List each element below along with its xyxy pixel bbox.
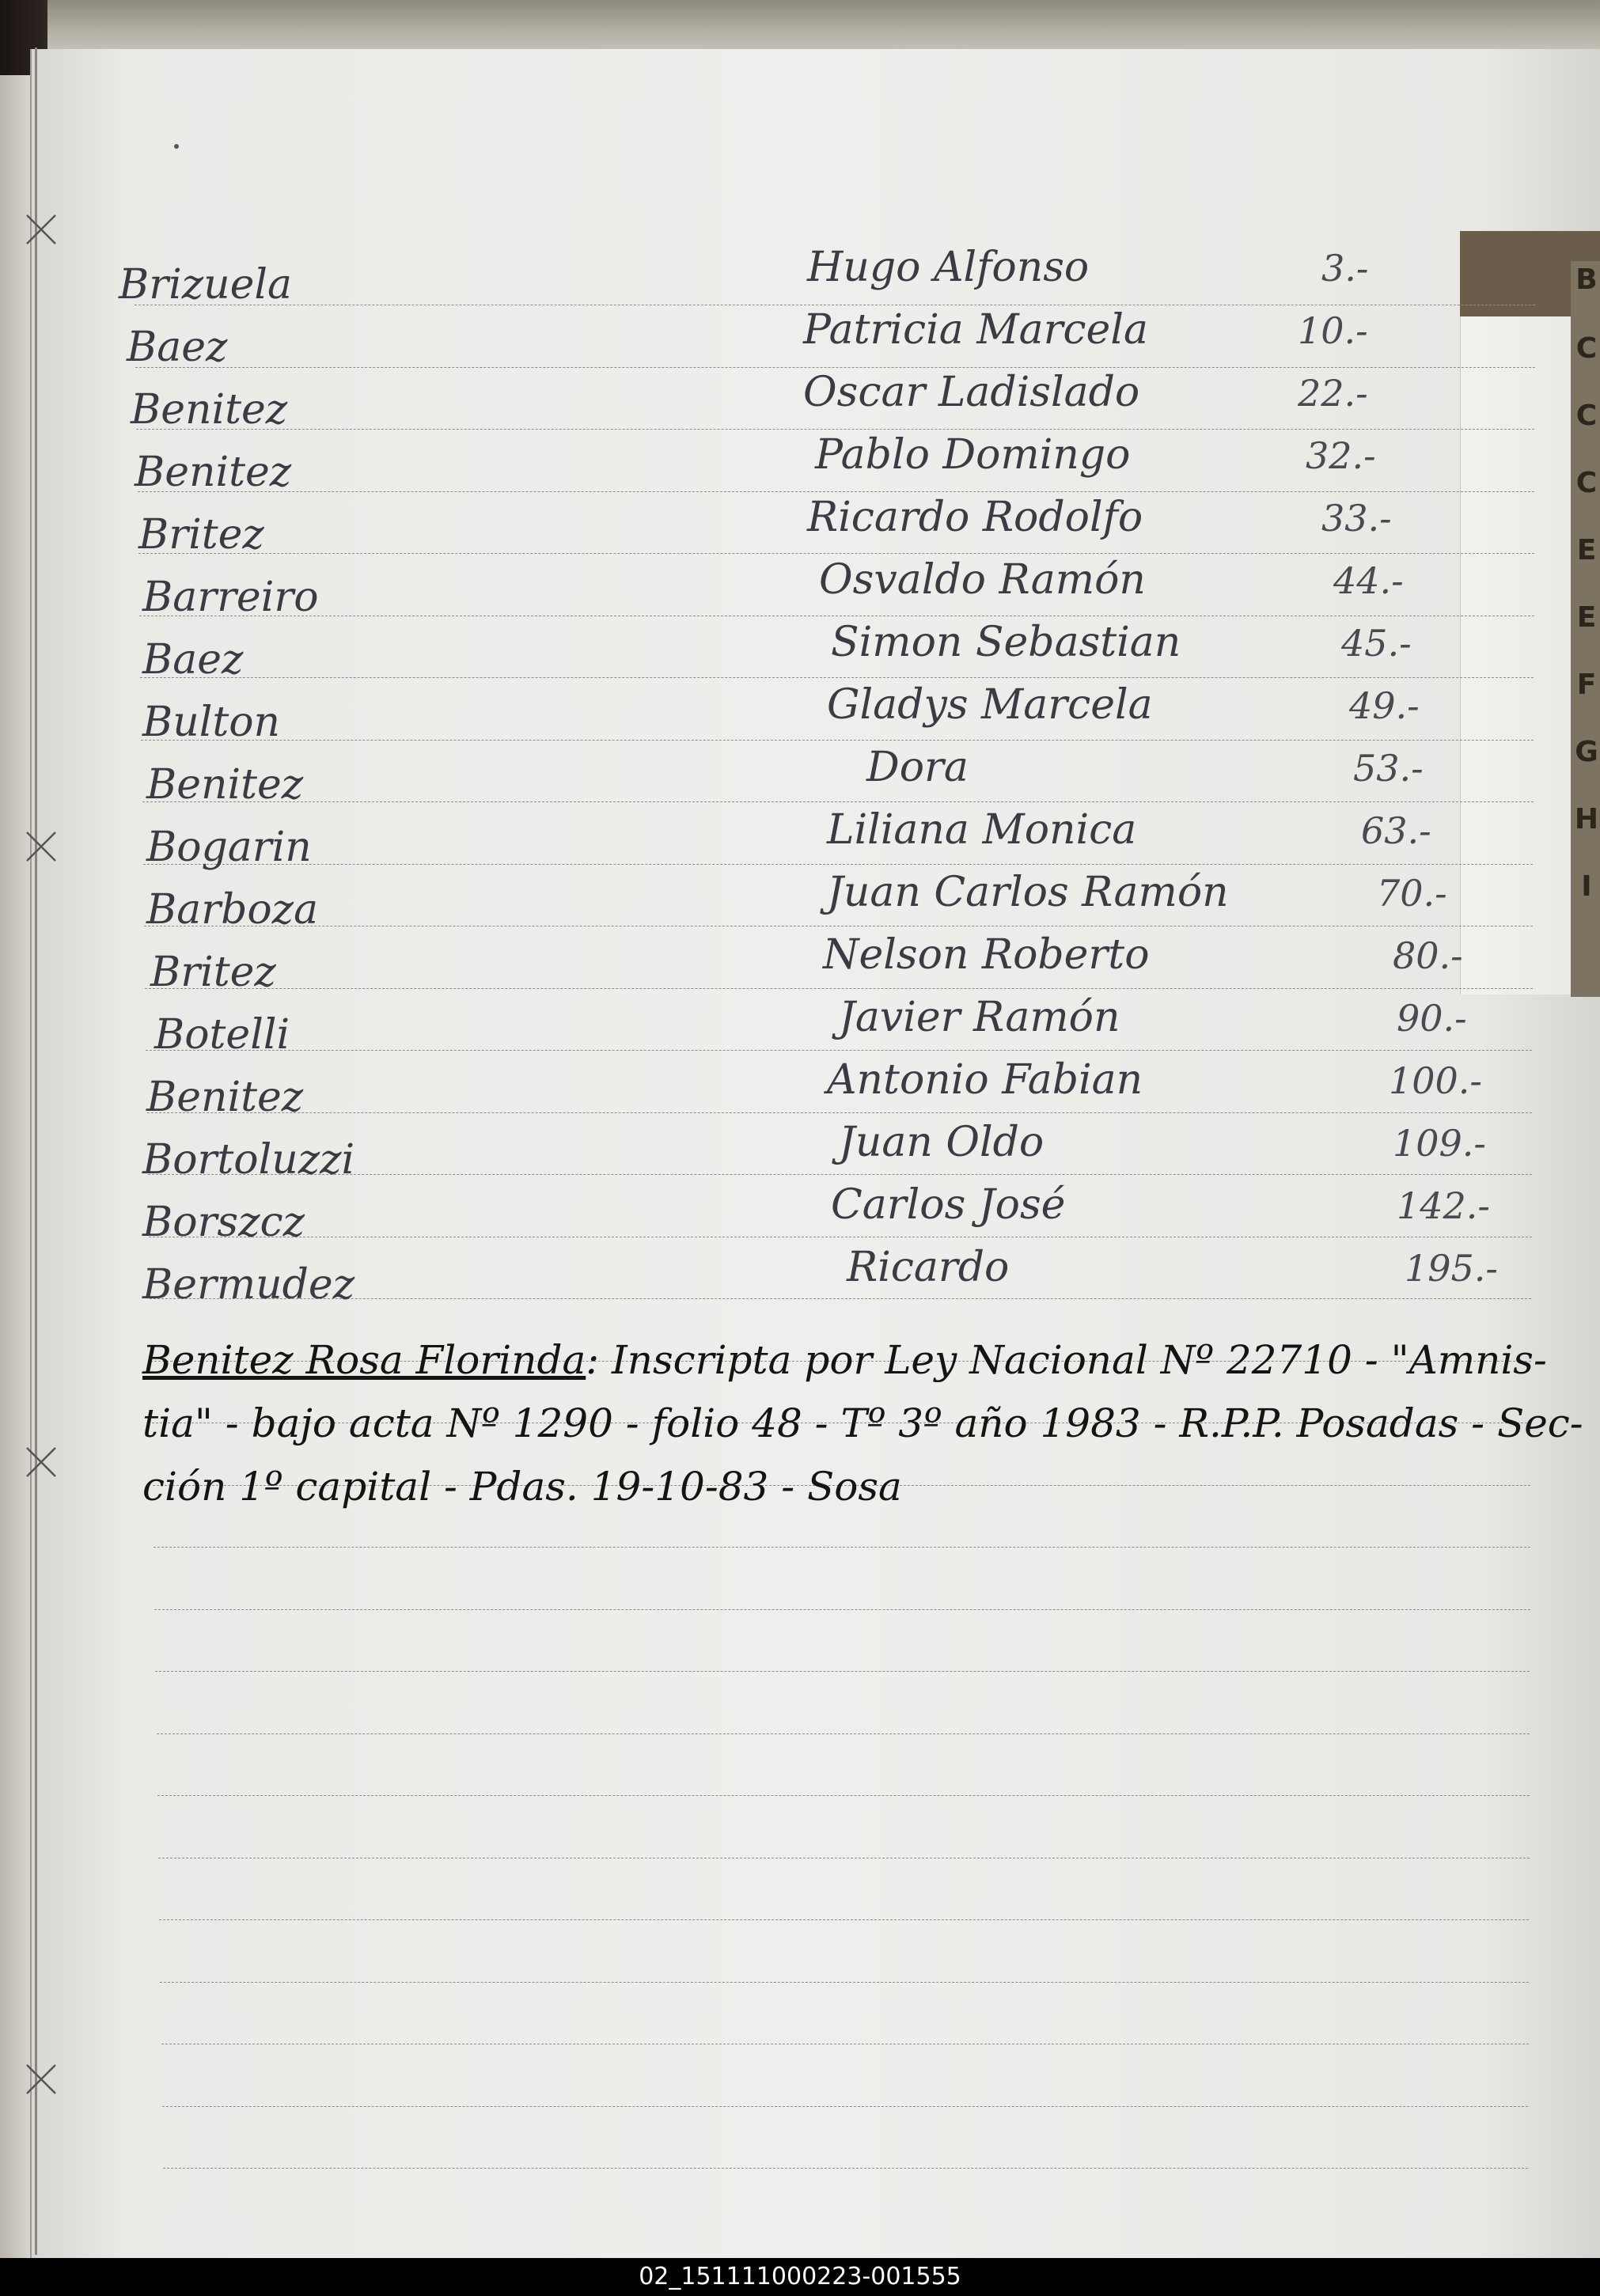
entry-folio-number: 49.-: [1349, 684, 1420, 727]
entry-given-names: Osvaldo Ramón: [819, 556, 1146, 604]
entry-given-names: Patricia Marcela: [803, 306, 1148, 354]
entry-given-names: Juan Carlos Ramón: [827, 869, 1229, 916]
binding-stitch: [24, 212, 59, 247]
entry-given-names: Hugo Alfonso: [807, 244, 1090, 291]
entry-surname: Bermudez: [142, 1261, 355, 1309]
entry-surname: Benitez: [135, 449, 292, 496]
binding-stitch: [24, 829, 59, 864]
index-tab-letter[interactable]: H: [1574, 803, 1599, 835]
binding-stitch: [24, 1445, 59, 1480]
entry-folio-number: 32.-: [1306, 434, 1376, 477]
entry-surname: Britez: [150, 949, 276, 996]
ruled-line: [154, 1609, 1530, 1610]
entry-folio-number: 33.-: [1321, 497, 1392, 540]
entry-given-names: Antonio Fabian: [827, 1056, 1143, 1104]
entry-folio-number: 3.-: [1321, 247, 1369, 290]
entry-given-names: Juan Oldo: [839, 1119, 1045, 1166]
ruled-line: [143, 864, 1534, 865]
note-line-1-text: : Inscripta por Ley Nacional Nº 22710 - "Amnis-: [586, 1337, 1547, 1383]
entry-folio-number: 53.-: [1353, 747, 1424, 790]
ruled-line: [148, 1174, 1532, 1175]
entry-folio-number: 80.-: [1393, 934, 1463, 977]
note-line-1: [142, 1337, 1547, 1383]
entry-given-names: Nelson Roberto: [823, 931, 1150, 979]
ruled-line: [140, 677, 1534, 678]
entry-given-names: Gladys Marcela: [827, 681, 1153, 729]
index-tab-letter[interactable]: I: [1581, 870, 1592, 903]
entry-surname: Bogarin: [146, 824, 312, 871]
entry-surname: Baez: [142, 636, 244, 684]
ruled-line: [142, 801, 1534, 802]
entry-surname: Benitez: [146, 761, 304, 809]
entry-folio-number: 109.-: [1393, 1122, 1486, 1165]
entry-folio-number: 10.-: [1298, 309, 1368, 352]
ruled-line: [154, 1547, 1530, 1548]
entry-folio-number: 63.-: [1361, 809, 1431, 852]
ruled-line: [136, 429, 1534, 430]
entry-given-names: Javier Ramón: [839, 994, 1120, 1041]
entry-surname: Borszcz: [142, 1199, 305, 1246]
ruled-line: [138, 491, 1535, 492]
entry-folio-number: 90.-: [1397, 997, 1467, 1040]
entry-folio-number: 100.-: [1389, 1059, 1482, 1102]
entry-given-names: Ricardo Rodolfo: [807, 494, 1143, 541]
index-tab-letter[interactable]: C: [1575, 467, 1598, 499]
ruled-line: [157, 1733, 1530, 1734]
entry-folio-number: 195.-: [1405, 1247, 1498, 1290]
ruled-line: [157, 1795, 1530, 1796]
binding-fold: [35, 47, 37, 2255]
ruled-line: [146, 1050, 1532, 1051]
scan-id-footer: 02_151111000223-001555: [0, 2258, 1600, 2296]
ruled-line: [147, 1112, 1533, 1113]
entry-folio-number: 22.-: [1298, 372, 1368, 415]
ruled-line: [155, 1671, 1530, 1672]
entry-given-names: Ricardo: [847, 1244, 1010, 1291]
ink-dot: [174, 144, 179, 149]
entry-folio-number: 70.-: [1377, 872, 1447, 915]
note-subject-name: Benitez Rosa Florinda: [142, 1337, 586, 1383]
ruled-line: [159, 1919, 1529, 1920]
index-tab-letter[interactable]: C: [1575, 400, 1598, 432]
ruled-line: [135, 367, 1535, 368]
entry-surname: Barreiro: [142, 574, 319, 621]
entry-surname: Britez: [138, 511, 264, 559]
entry-given-names: Liliana Monica: [827, 806, 1137, 854]
entry-folio-number: 44.-: [1333, 559, 1404, 602]
ruled-line: [160, 1982, 1529, 1983]
index-tab-letter[interactable]: E: [1576, 601, 1597, 634]
index-tab-letter[interactable]: B: [1575, 263, 1598, 296]
entry-surname: Brizuela: [119, 261, 292, 309]
entry-given-names: Carlos José: [831, 1181, 1066, 1229]
ruled-line: [138, 553, 1534, 554]
entry-surname: Bulton: [142, 699, 281, 746]
binding-stitch: [24, 2062, 59, 2097]
entry-surname: Benitez: [131, 386, 288, 434]
ruled-line: [150, 1298, 1531, 1299]
index-tab-letter[interactable]: E: [1576, 534, 1597, 566]
entry-folio-number: 142.-: [1397, 1184, 1490, 1227]
entry-surname: Barboza: [146, 886, 319, 934]
ruled-line: [145, 988, 1533, 989]
entry-surname: Baez: [127, 324, 228, 371]
entry-surname: Bortoluzzi: [142, 1136, 355, 1184]
index-tab-letter[interactable]: C: [1575, 332, 1598, 365]
entry-given-names: Simon Sebastian: [831, 619, 1181, 666]
entry-given-names: Oscar Ladislado: [803, 369, 1140, 416]
note-line-3: ción 1º capital - Pdas. 19-10-83 - Sosa: [142, 1464, 902, 1510]
ruled-line: [163, 2168, 1528, 2169]
entry-given-names: Dora: [866, 744, 969, 791]
note-line-2: tia" - bajo acta Nº 1290 - folio 48 - Tº 3º año 1983 - R.P.P. Posadas - Sec-: [142, 1400, 1583, 1446]
ruled-line: [162, 2106, 1529, 2107]
entry-surname: Benitez: [146, 1074, 304, 1121]
index-tab-letter[interactable]: G: [1575, 736, 1598, 768]
entry-given-names: Pablo Domingo: [815, 431, 1131, 479]
index-tab-letter[interactable]: F: [1576, 669, 1597, 701]
entry-folio-number: 45.-: [1341, 622, 1412, 665]
entry-surname: Botelli: [154, 1011, 290, 1059]
ruled-line: [141, 740, 1534, 741]
